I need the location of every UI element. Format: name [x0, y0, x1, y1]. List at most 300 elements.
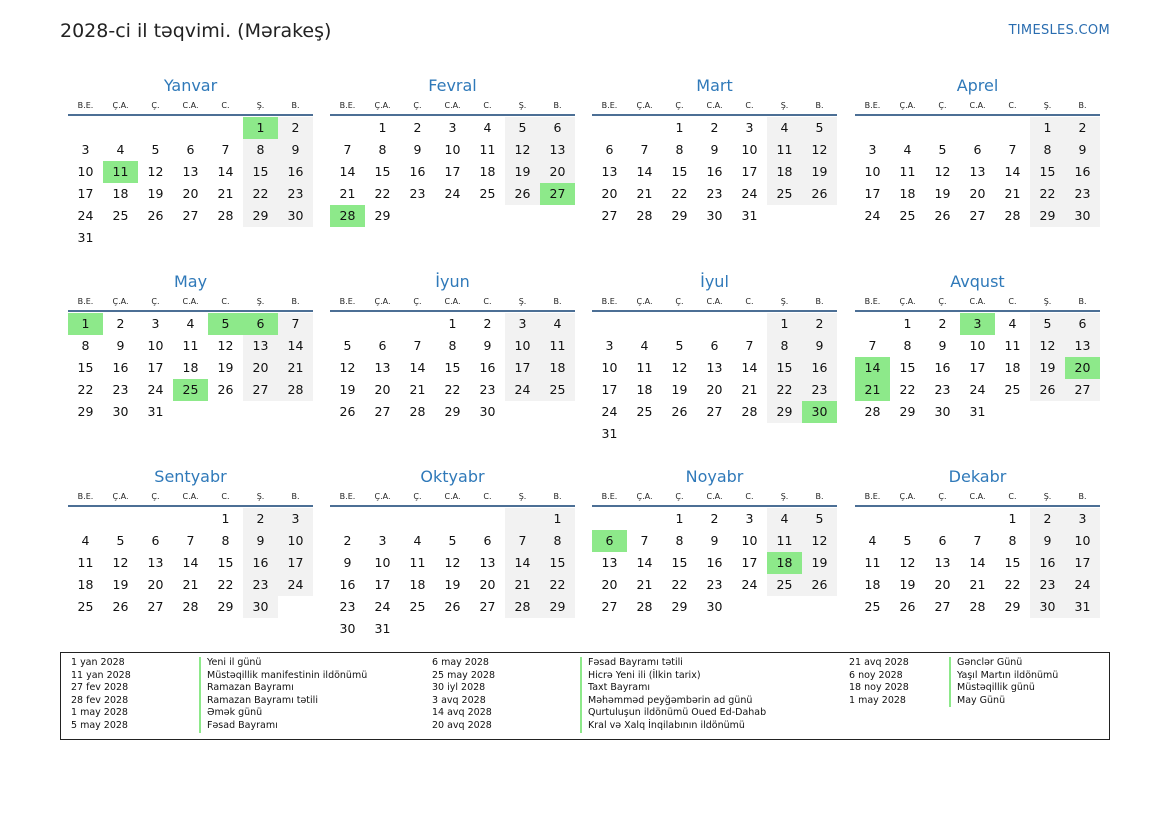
day-cell: 5 — [938, 142, 947, 157]
day-cell: 27 — [243, 379, 278, 401]
day-cell: 4 — [116, 142, 125, 157]
day-cell: 28 — [505, 596, 540, 618]
day-cell: 15 — [899, 360, 916, 375]
day-cell: 27 — [540, 183, 575, 205]
weekday-label: C. — [745, 101, 754, 110]
day-cell: 7 — [640, 142, 649, 157]
day-cell: 5 — [505, 117, 540, 139]
day-cell: 10 — [374, 555, 391, 570]
day-cell: 15 — [444, 360, 461, 375]
empty-cell — [960, 508, 995, 530]
day-cell: 19 — [217, 360, 234, 375]
day-cell: 4 — [186, 316, 195, 331]
month-name: Noyabr — [685, 467, 744, 486]
weekday-label: C.A. — [182, 297, 199, 306]
holiday-date: 1 may 2028 — [849, 694, 906, 706]
month-6 — [330, 271, 575, 423]
empty-cell — [1065, 401, 1100, 423]
day-cell: 28 — [969, 599, 986, 614]
holiday-date: 30 iyl 2028 — [432, 682, 486, 694]
day-cell: 1 — [1030, 117, 1065, 139]
day-cell: 23 — [934, 382, 951, 397]
day-cell: 6 — [151, 533, 160, 548]
weekday-label: C. — [745, 492, 754, 501]
month-name: İyul — [700, 272, 729, 291]
weekday-label: Ç. — [151, 101, 160, 110]
day-cell: 12 — [899, 555, 916, 570]
day-cell: 14 — [636, 555, 653, 570]
empty-cell — [627, 423, 662, 445]
day-cell: 2 — [343, 533, 352, 548]
day-cell: 13 — [243, 335, 278, 357]
empty-cell — [855, 117, 890, 139]
day-cell: 1 — [903, 316, 912, 331]
weekday-label: Ç. — [938, 492, 947, 501]
day-cell: 23 — [706, 577, 723, 592]
month-4 — [855, 75, 1100, 227]
day-cell: 19 — [934, 186, 951, 201]
day-cell: 9 — [116, 338, 125, 353]
day-cell: 24 — [864, 208, 881, 223]
day-cell: 13 — [706, 360, 723, 375]
empty-cell — [627, 313, 662, 335]
day-cell: 10 — [864, 164, 881, 179]
weekday-label: Ç.A. — [899, 101, 916, 110]
day-cell: 8 — [1008, 533, 1017, 548]
day-cell: 27 — [969, 208, 986, 223]
day-cell: 16 — [409, 164, 426, 179]
weekday-label: Ç.A. — [374, 492, 391, 501]
day-cell: 24 — [147, 382, 164, 397]
weekday-label: B.E. — [601, 297, 618, 306]
weekday-label: C. — [221, 101, 230, 110]
day-cell: 11 — [182, 338, 199, 353]
day-cell: 25 — [767, 574, 802, 596]
weekday-label: C.A. — [969, 297, 986, 306]
day-cell: 12 — [1030, 335, 1065, 357]
day-cell: 5 — [208, 313, 243, 335]
day-cell: 2 — [413, 120, 422, 135]
holiday-date: 1 may 2028 — [71, 707, 128, 719]
weekday-label: C.A. — [969, 492, 986, 501]
days-grid — [330, 313, 575, 423]
day-cell: 29 — [77, 404, 94, 419]
day-cell: 2 — [116, 316, 125, 331]
weekday-label: Ş. — [518, 492, 527, 501]
day-cell: 17 — [601, 382, 618, 397]
holiday-names-col-3 — [949, 657, 1058, 707]
day-cell: 1 — [448, 316, 457, 331]
day-cell: 23 — [1030, 574, 1065, 596]
day-cell: 10 — [741, 142, 758, 157]
weekday-label: Ş. — [518, 101, 527, 110]
weekday-label: Ş. — [780, 101, 789, 110]
day-cell: 24 — [601, 404, 618, 419]
day-cell: 18 — [636, 382, 653, 397]
days-grid — [855, 508, 1100, 618]
day-cell: 6 — [592, 530, 627, 552]
day-cell: 22 — [77, 382, 94, 397]
day-cell: 24 — [374, 599, 391, 614]
holiday-date: 28 fev 2028 — [71, 694, 129, 706]
empty-cell — [103, 227, 138, 249]
day-cell: 21 — [855, 379, 890, 401]
day-cell: 25 — [636, 404, 653, 419]
month-name: Sentyabr — [154, 467, 227, 486]
days-grid — [592, 117, 837, 227]
day-cell: 2 — [710, 511, 719, 526]
day-cell: 5 — [903, 533, 912, 548]
weekday-label: B. — [291, 297, 300, 306]
day-cell: 24 — [278, 574, 313, 596]
empty-cell — [365, 508, 400, 530]
day-cell: 9 — [243, 530, 278, 552]
day-cell: 29 — [374, 208, 391, 223]
day-cell: 12 — [112, 555, 129, 570]
weekday-label: C.A. — [969, 101, 986, 110]
empty-cell — [890, 117, 925, 139]
empty-cell — [627, 508, 662, 530]
holiday-name: Gənclər Günü — [949, 657, 1058, 670]
day-cell: 22 — [1004, 577, 1021, 592]
weekday-label: Ç. — [938, 101, 947, 110]
day-cell: 23 — [706, 186, 723, 201]
day-cell: 29 — [540, 596, 575, 618]
day-cell: 1 — [675, 120, 684, 135]
empty-cell — [925, 117, 960, 139]
empty-cell — [802, 423, 837, 445]
weekday-label: C.A. — [444, 297, 461, 306]
empty-cell — [435, 205, 470, 227]
empty-cell — [767, 423, 802, 445]
day-cell: 17 — [969, 360, 986, 375]
weekday-label: B.E. — [339, 297, 356, 306]
days-grid — [592, 508, 837, 618]
month-name: Mart — [696, 76, 733, 95]
day-cell: 1 — [540, 508, 575, 530]
empty-cell — [470, 618, 505, 640]
holiday-date: 18 noy 2028 — [849, 682, 909, 694]
day-cell: 16 — [706, 555, 723, 570]
holiday-dates-col-1 — [71, 657, 131, 733]
day-cell: 30 — [1030, 596, 1065, 618]
day-cell: 4 — [81, 533, 90, 548]
day-cell: 3 — [1065, 508, 1100, 530]
month-12 — [855, 466, 1100, 618]
day-cell: 21 — [217, 186, 234, 201]
day-cell: 8 — [903, 338, 912, 353]
empty-cell — [540, 401, 575, 423]
day-cell: 4 — [767, 508, 802, 530]
day-cell: 25 — [77, 599, 94, 614]
day-cell: 9 — [413, 142, 422, 157]
day-cell: 16 — [1030, 552, 1065, 574]
empty-cell — [505, 205, 540, 227]
day-cell: 26 — [802, 183, 837, 205]
day-cell: 25 — [899, 208, 916, 223]
day-cell: 15 — [217, 555, 234, 570]
day-cell: 10 — [147, 338, 164, 353]
empty-cell — [662, 313, 697, 335]
day-cell: 8 — [767, 335, 802, 357]
empty-cell — [732, 423, 767, 445]
day-cell: 30 — [278, 205, 313, 227]
day-cell: 11 — [767, 530, 802, 552]
day-cell: 28 — [330, 205, 365, 227]
weekday-label: Ç.A. — [899, 297, 916, 306]
day-cell: 2 — [243, 508, 278, 530]
empty-cell — [540, 205, 575, 227]
day-cell: 16 — [1065, 161, 1100, 183]
day-cell: 11 — [540, 335, 575, 357]
day-cell: 16 — [278, 161, 313, 183]
day-cell: 20 — [479, 577, 496, 592]
days-grid — [68, 117, 313, 249]
day-cell: 29 — [767, 401, 802, 423]
weekday-label: C. — [221, 297, 230, 306]
month-7 — [592, 271, 837, 445]
day-cell: 19 — [444, 577, 461, 592]
day-cell: 26 — [217, 382, 234, 397]
day-cell: 24 — [969, 382, 986, 397]
day-cell: 2 — [710, 120, 719, 135]
day-cell: 19 — [671, 382, 688, 397]
day-cell: 10 — [505, 335, 540, 357]
empty-cell — [505, 618, 540, 640]
day-cell: 22 — [671, 577, 688, 592]
empty-cell — [802, 205, 837, 227]
weekday-header — [330, 100, 575, 116]
holiday-date: 27 fev 2028 — [71, 682, 129, 694]
day-cell: 11 — [899, 164, 916, 179]
day-cell: 4 — [1008, 316, 1017, 331]
weekday-label: C. — [1008, 297, 1017, 306]
day-cell: 10 — [601, 360, 618, 375]
weekday-label: C.A. — [706, 492, 723, 501]
day-cell: 18 — [540, 357, 575, 379]
day-cell: 1 — [243, 117, 278, 139]
day-cell: 13 — [182, 164, 199, 179]
day-cell: 14 — [741, 360, 758, 375]
day-cell: 7 — [745, 338, 754, 353]
day-cell: 6 — [186, 142, 195, 157]
day-cell: 21 — [1004, 186, 1021, 201]
day-cell: 12 — [802, 530, 837, 552]
day-cell: 22 — [444, 382, 461, 397]
day-cell: 18 — [409, 577, 426, 592]
day-cell: 21 — [636, 577, 653, 592]
weekday-label: Ş. — [518, 297, 527, 306]
site-link[interactable]: TIMESLES.COM — [1008, 23, 1110, 38]
weekday-label: B. — [1078, 492, 1087, 501]
day-cell: 21 — [182, 577, 199, 592]
day-cell: 16 — [934, 360, 951, 375]
day-cell: 11 — [636, 360, 653, 375]
weekday-label: Ç.A. — [374, 101, 391, 110]
day-cell: 15 — [243, 161, 278, 183]
holiday-date: 21 avq 2028 — [849, 657, 909, 668]
weekday-label: B. — [815, 492, 824, 501]
days-grid — [330, 508, 575, 640]
day-cell: 11 — [1004, 338, 1021, 353]
weekday-label: B.E. — [601, 492, 618, 501]
empty-cell — [138, 117, 173, 139]
day-cell: 26 — [339, 404, 356, 419]
empty-cell — [278, 227, 313, 249]
empty-cell — [505, 401, 540, 423]
day-cell: 21 — [741, 382, 758, 397]
empty-cell — [208, 401, 243, 423]
day-cell: 15 — [671, 164, 688, 179]
empty-cell — [208, 227, 243, 249]
day-cell: 27 — [182, 208, 199, 223]
day-cell: 11 — [409, 555, 426, 570]
day-cell: 3 — [960, 313, 995, 335]
day-cell: 20 — [601, 186, 618, 201]
day-cell: 25 — [540, 379, 575, 401]
holiday-names-col-2 — [580, 657, 766, 733]
weekday-label: Ç. — [675, 101, 684, 110]
day-cell: 15 — [1030, 161, 1065, 183]
month-2 — [330, 75, 575, 227]
day-cell: 17 — [444, 164, 461, 179]
empty-cell — [592, 117, 627, 139]
empty-cell — [925, 508, 960, 530]
day-cell: 19 — [899, 577, 916, 592]
weekday-label: B.E. — [864, 101, 881, 110]
weekday-label: Ş. — [780, 492, 789, 501]
day-cell: 20 — [147, 577, 164, 592]
weekday-label: Ş. — [256, 101, 265, 110]
weekday-header — [330, 296, 575, 312]
holiday-name: Ramazan Bayramı — [199, 682, 367, 695]
day-cell: 3 — [505, 313, 540, 335]
day-cell: 22 — [767, 379, 802, 401]
weekday-label: Ç. — [675, 492, 684, 501]
day-cell: 7 — [221, 142, 230, 157]
day-cell: 21 — [969, 577, 986, 592]
day-cell: 17 — [864, 186, 881, 201]
day-cell: 5 — [116, 533, 125, 548]
day-cell: 27 — [601, 599, 618, 614]
day-cell: 18 — [182, 360, 199, 375]
day-cell: 4 — [767, 117, 802, 139]
day-cell: 10 — [444, 142, 461, 157]
day-cell: 19 — [802, 552, 837, 574]
day-cell: 25 — [767, 183, 802, 205]
empty-cell — [802, 596, 837, 618]
holiday-date: 6 noy 2028 — [849, 669, 903, 681]
day-cell: 26 — [112, 599, 129, 614]
day-cell: 24 — [741, 577, 758, 592]
day-cell: 26 — [899, 599, 916, 614]
weekday-label: B.E. — [339, 492, 356, 501]
empty-cell — [278, 596, 313, 618]
day-cell: 13 — [601, 555, 618, 570]
empty-cell — [243, 401, 278, 423]
day-cell: 13 — [969, 164, 986, 179]
day-cell: 9 — [278, 139, 313, 161]
day-cell: 13 — [601, 164, 618, 179]
day-cell: 17 — [374, 577, 391, 592]
day-cell: 27 — [479, 599, 496, 614]
day-cell: 31 — [1065, 596, 1100, 618]
day-cell: 3 — [745, 511, 754, 526]
day-cell: 18 — [864, 577, 881, 592]
day-cell: 19 — [802, 161, 837, 183]
weekday-label: B. — [553, 297, 562, 306]
weekday-label: B. — [553, 492, 562, 501]
day-cell: 31 — [969, 404, 986, 419]
empty-cell — [697, 423, 732, 445]
empty-cell — [767, 596, 802, 618]
day-cell: 14 — [969, 555, 986, 570]
day-cell: 9 — [483, 338, 492, 353]
day-cell: 3 — [278, 508, 313, 530]
day-cell: 3 — [81, 142, 90, 157]
empty-cell — [173, 401, 208, 423]
day-cell: 27 — [934, 599, 951, 614]
day-cell: 10 — [77, 164, 94, 179]
day-cell: 12 — [444, 555, 461, 570]
holiday-date: 20 avq 2028 — [432, 719, 492, 731]
day-cell: 27 — [147, 599, 164, 614]
day-cell: 7 — [186, 533, 195, 548]
day-cell: 11 — [767, 139, 802, 161]
month-name: İyun — [435, 272, 470, 291]
day-cell: 2 — [483, 316, 492, 331]
empty-cell — [278, 401, 313, 423]
empty-cell — [173, 508, 208, 530]
day-cell: 26 — [1030, 379, 1065, 401]
holiday-name: Əmək günü — [199, 707, 367, 720]
day-cell: 2 — [278, 117, 313, 139]
day-cell: 9 — [802, 335, 837, 357]
days-grid — [855, 117, 1100, 227]
day-cell: 20 — [374, 382, 391, 397]
day-cell: 7 — [640, 533, 649, 548]
month-name: Yanvar — [163, 76, 218, 95]
day-cell: 26 — [444, 599, 461, 614]
day-cell: 30 — [243, 596, 278, 618]
day-cell: 27 — [374, 404, 391, 419]
day-cell: 12 — [339, 360, 356, 375]
holiday-name: Ramazan Bayramı tətili — [199, 695, 367, 708]
day-cell: 12 — [934, 164, 951, 179]
day-cell: 14 — [339, 164, 356, 179]
day-cell: 29 — [444, 404, 461, 419]
day-cell: 27 — [601, 208, 618, 223]
holiday-list — [60, 652, 1110, 740]
weekday-label: B. — [1078, 101, 1087, 110]
empty-cell — [1030, 401, 1065, 423]
day-cell: 23 — [278, 183, 313, 205]
weekday-label: Ş. — [1043, 492, 1052, 501]
day-cell: 18 — [767, 552, 802, 574]
weekday-header — [592, 491, 837, 507]
day-cell: 20 — [243, 357, 278, 379]
day-cell: 1 — [675, 511, 684, 526]
day-cell: 20 — [601, 577, 618, 592]
weekday-label: C.A. — [182, 101, 199, 110]
weekday-header — [855, 296, 1100, 312]
empty-cell — [697, 313, 732, 335]
day-cell: 22 — [243, 183, 278, 205]
day-cell: 30 — [802, 401, 837, 423]
days-grid — [330, 117, 575, 227]
day-cell: 5 — [1030, 313, 1065, 335]
day-cell: 5 — [802, 117, 837, 139]
